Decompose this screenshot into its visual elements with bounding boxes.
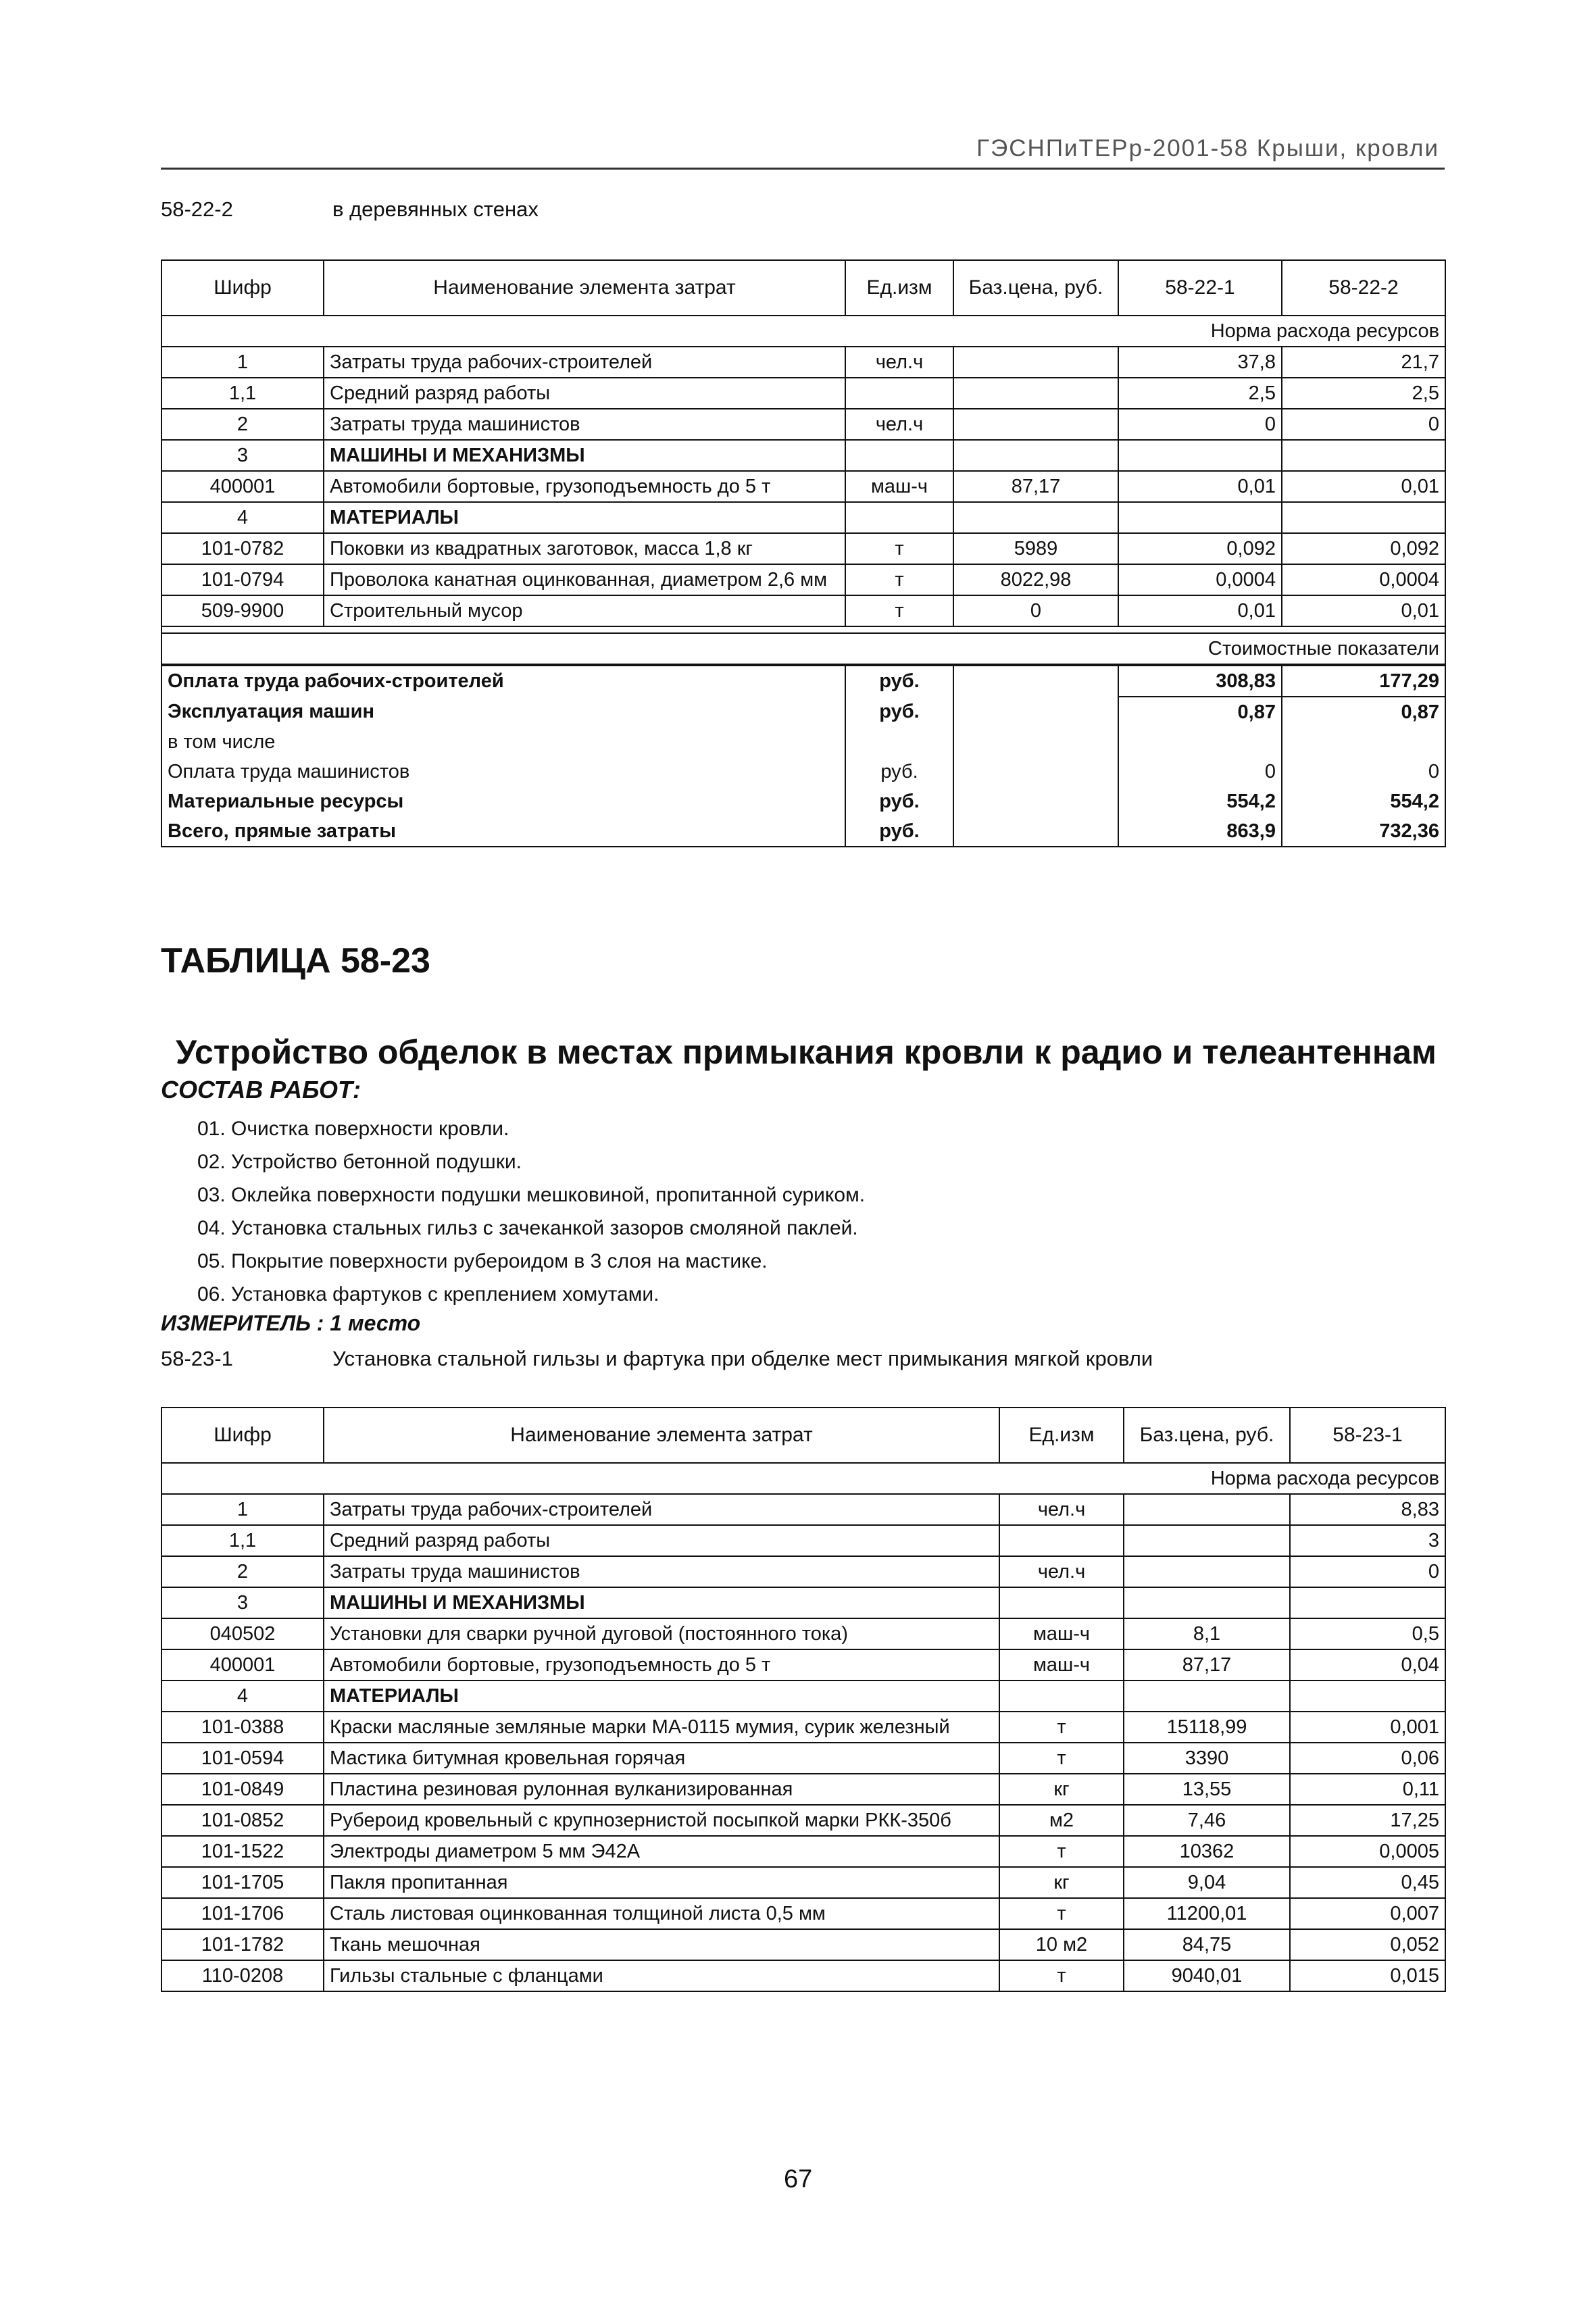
table-subtitle: Устройство обделок в местах примыкания кровли к радио и телеантеннам <box>176 1033 1437 1071</box>
row-code: 1 <box>161 1494 324 1525</box>
row-price: 8022,98 <box>953 564 1118 595</box>
row-unit <box>845 502 953 533</box>
cost-unit <box>845 727 953 757</box>
table-row <box>161 564 1445 595</box>
row-price: 7,46 <box>1124 1805 1290 1836</box>
table-row <box>161 471 1445 502</box>
row-value-1: 0,01 <box>1118 595 1282 626</box>
table-row <box>161 1681 1445 1712</box>
row-price: 84,75 <box>1124 1929 1290 1960</box>
resource-table-58-22 <box>161 259 1446 847</box>
header-rule <box>161 168 1445 170</box>
row-value-1: 0,11 <box>1290 1774 1445 1805</box>
cost-title-row <box>161 633 1445 665</box>
section-code: 58-22-2 <box>161 197 233 221</box>
col-header-norm-2: 58-22-2 <box>1282 260 1445 316</box>
row-code: 1,1 <box>161 1525 324 1556</box>
row-unit <box>999 1587 1124 1618</box>
row-price: 10362 <box>1124 1836 1290 1867</box>
row-name: Средний разряд работы <box>324 378 845 409</box>
row-value-2: 0,0004 <box>1282 564 1445 595</box>
row-price: 9,04 <box>1124 1867 1290 1898</box>
row-value-2: 21,7 <box>1282 347 1445 378</box>
row-value-1 <box>1290 1587 1445 1618</box>
row-code: 101-1782 <box>161 1929 324 1960</box>
cost-row <box>161 816 1445 847</box>
table-row <box>161 409 1445 440</box>
row-value-2: 0,01 <box>1282 595 1445 626</box>
row-value-1: 0,092 <box>1118 533 1282 564</box>
row-price: 11200,01 <box>1124 1898 1290 1929</box>
row-code: 509-9900 <box>161 595 324 626</box>
table-row <box>161 1867 1445 1898</box>
row-value-1: 0,5 <box>1290 1618 1445 1649</box>
row-name: Средний разряд работы <box>324 1525 999 1556</box>
row-price: 15118,99 <box>1124 1712 1290 1743</box>
row-code: 1,1 <box>161 378 324 409</box>
row-name: МАШИНЫ И МЕХАНИЗМЫ <box>324 1587 999 1618</box>
row-unit: маш-ч <box>845 471 953 502</box>
row-name: Затраты труда рабочих-строителей <box>324 1494 999 1525</box>
row-code: 101-1706 <box>161 1898 324 1929</box>
row-value-2: 0,01 <box>1282 471 1445 502</box>
table-title: ТАБЛИЦА 58-23 <box>161 941 430 980</box>
table-row <box>161 1649 1445 1681</box>
row-unit: т <box>999 1960 1124 1991</box>
cost-value-2: 0 <box>1282 757 1445 787</box>
row-price: 3390 <box>1124 1743 1290 1774</box>
row-unit: т <box>999 1743 1124 1774</box>
row-name: Пакля пропитанная <box>324 1867 999 1898</box>
row-unit: кг <box>999 1867 1124 1898</box>
row-code: 101-1522 <box>161 1836 324 1867</box>
row-value-1: 0,015 <box>1290 1960 1445 1991</box>
table-header-row <box>161 260 1445 316</box>
section-description: в деревянных стенах <box>332 197 539 221</box>
row-code: 400001 <box>161 1649 324 1681</box>
row-price: 13,55 <box>1124 1774 1290 1805</box>
cost-name: Всего, прямые затраты <box>161 816 845 847</box>
row-name: МАТЕРИАЛЫ <box>324 1681 999 1712</box>
cost-row <box>161 757 1445 787</box>
row-value-1: 0,04 <box>1290 1649 1445 1681</box>
table-row <box>161 502 1445 533</box>
row-name: Затраты труда машинистов <box>324 1556 999 1587</box>
row-value-2: 2,5 <box>1282 378 1445 409</box>
row-price <box>1124 1587 1290 1618</box>
table-row <box>161 1743 1445 1774</box>
row-name: МАШИНЫ И МЕХАНИЗМЫ <box>324 440 845 471</box>
table-row <box>161 1618 1445 1649</box>
table-row <box>161 1774 1445 1805</box>
table-row <box>161 595 1445 626</box>
cost-unit: руб. <box>845 816 953 847</box>
row-code: 2 <box>161 409 324 440</box>
row-name: Сталь листовая оцинкованная толщиной листа 0,5 мм <box>324 1898 999 1929</box>
row-price <box>953 409 1118 440</box>
table-row <box>161 1898 1445 1929</box>
row-unit: т <box>999 1836 1124 1867</box>
row-unit <box>845 440 953 471</box>
row-unit <box>999 1525 1124 1556</box>
work-item: 02. Устройство бетонной подушки. <box>197 1151 522 1173</box>
row-price: 87,17 <box>953 471 1118 502</box>
table-row <box>161 533 1445 564</box>
work-item: 05. Покрытие поверхности рубероидом в 3 слоя на мастике. <box>197 1250 768 1272</box>
row-value-1: 0,01 <box>1118 471 1282 502</box>
norm-title-row <box>161 1463 1445 1494</box>
row-code: 101-0849 <box>161 1774 324 1805</box>
row-value-1: 0,0004 <box>1118 564 1282 595</box>
row-price: 0 <box>953 595 1118 626</box>
row-name: Проволока канатная оцинкованная, диаметром 2,6 мм <box>324 564 845 595</box>
row-value-2: 0 <box>1282 409 1445 440</box>
cost-row <box>161 787 1445 816</box>
resource-table-58-23 <box>161 1407 1446 1992</box>
table-header-row <box>161 1408 1445 1463</box>
work-item: 01. Очистка поверхности кровли. <box>197 1118 509 1140</box>
row-value-1: 0,007 <box>1290 1898 1445 1929</box>
cost-value-1: 863,9 <box>1118 816 1282 847</box>
table-row <box>161 1805 1445 1836</box>
row-code: 101-1705 <box>161 1867 324 1898</box>
norm-title: Норма расхода ресурсов <box>161 1463 1445 1494</box>
row-value-1: 0,001 <box>1290 1712 1445 1743</box>
norm-title: Норма расхода ресурсов <box>161 316 1445 347</box>
row-value-1: 3 <box>1290 1525 1445 1556</box>
spacer-row <box>161 626 1445 633</box>
cost-value-2: 177,29 <box>1282 665 1445 697</box>
table-row <box>161 1556 1445 1587</box>
measurement-unit: ИЗМЕРИТЕЛЬ : 1 место <box>161 1311 421 1335</box>
row-code: 3 <box>161 440 324 471</box>
row-unit: т <box>845 595 953 626</box>
row-value-2 <box>1282 502 1445 533</box>
cost-unit: руб. <box>845 757 953 787</box>
cost-name: Материальные ресурсы <box>161 787 845 816</box>
row-name: Установки для сварки ручной дуговой (постоянного тока) <box>324 1618 999 1649</box>
row-value-1: 0 <box>1290 1556 1445 1587</box>
cost-value-1 <box>1118 727 1282 757</box>
cost-row <box>161 665 1445 697</box>
row-value-2: 0,092 <box>1282 533 1445 564</box>
row-value-1 <box>1290 1681 1445 1712</box>
cost-row <box>161 727 1445 757</box>
table-row <box>161 1494 1445 1525</box>
row-name: МАТЕРИАЛЫ <box>324 502 845 533</box>
row-price <box>1124 1494 1290 1525</box>
running-header: ГЭСНПиТЕРр-2001-58 Крыши, кровли <box>976 135 1439 161</box>
row-code: 101-0594 <box>161 1743 324 1774</box>
row-name: Ткань мешочная <box>324 1929 999 1960</box>
cost-name: Оплата труда машинистов <box>161 757 845 787</box>
row-price: 8,1 <box>1124 1618 1290 1649</box>
cost-unit: руб. <box>845 787 953 816</box>
row-value-1: 0,052 <box>1290 1929 1445 1960</box>
row-price <box>953 378 1118 409</box>
row-value-1: 0,45 <box>1290 1867 1445 1898</box>
col-header-unit: Ед.изм <box>845 260 953 316</box>
work-item: 04. Установка стальных гильз с зачеканкой зазоров смоляной паклей. <box>197 1217 858 1239</box>
row-unit: м2 <box>999 1805 1124 1836</box>
row-unit: маш-ч <box>999 1649 1124 1681</box>
table-row <box>161 347 1445 378</box>
cost-row <box>161 697 1445 727</box>
cost-value-2 <box>1282 727 1445 757</box>
row-code: 110-0208 <box>161 1960 324 1991</box>
table-row <box>161 1836 1445 1867</box>
cost-value-1: 308,83 <box>1118 665 1282 697</box>
row-code: 4 <box>161 1681 324 1712</box>
row-name: Электроды диаметром 5 мм Э42А <box>324 1836 999 1867</box>
table-row <box>161 378 1445 409</box>
row-name: Гильзы стальные с фланцами <box>324 1960 999 1991</box>
row-name: Затраты труда рабочих-строителей <box>324 347 845 378</box>
col-header-norm-1: 58-22-1 <box>1118 260 1282 316</box>
row-unit: 10 м2 <box>999 1929 1124 1960</box>
row-name: Затраты труда машинистов <box>324 409 845 440</box>
row-code: 3 <box>161 1587 324 1618</box>
row-unit: т <box>999 1712 1124 1743</box>
row-value-1: 0,06 <box>1290 1743 1445 1774</box>
col-header-price: Баз.цена, руб. <box>1124 1408 1290 1463</box>
table-row <box>161 1712 1445 1743</box>
row-unit <box>999 1681 1124 1712</box>
norm-title-row <box>161 316 1445 347</box>
row-name: Мастика битумная кровельная горячая <box>324 1743 999 1774</box>
row-value-2 <box>1282 440 1445 471</box>
row-price <box>1124 1681 1290 1712</box>
cost-value-2: 732,36 <box>1282 816 1445 847</box>
cost-unit: руб. <box>845 665 953 697</box>
row-price <box>953 502 1118 533</box>
works-heading: СОСТАВ РАБОТ: <box>161 1076 361 1103</box>
row-unit: маш-ч <box>999 1618 1124 1649</box>
row-price <box>1124 1556 1290 1587</box>
row-code: 040502 <box>161 1618 324 1649</box>
col-header-code: Шифр <box>161 260 324 316</box>
row-code: 1 <box>161 347 324 378</box>
cost-value-1: 554,2 <box>1118 787 1282 816</box>
row-unit: т <box>845 533 953 564</box>
row-value-1 <box>1118 502 1282 533</box>
row-unit: т <box>999 1898 1124 1929</box>
row-price <box>953 347 1118 378</box>
row-name: Строительный мусор <box>324 595 845 626</box>
row-price: 5989 <box>953 533 1118 564</box>
row-code: 4 <box>161 502 324 533</box>
table-row <box>161 1525 1445 1556</box>
row-unit: чел.ч <box>999 1556 1124 1587</box>
table-row <box>161 1587 1445 1618</box>
row-value-1: 2,5 <box>1118 378 1282 409</box>
row-unit <box>845 378 953 409</box>
row-unit: чел.ч <box>845 347 953 378</box>
col-header-name: Наименование элемента затрат <box>324 1408 999 1463</box>
col-header-code: Шифр <box>161 1408 324 1463</box>
row-price: 9040,01 <box>1124 1960 1290 1991</box>
row-code: 2 <box>161 1556 324 1587</box>
cost-name: Оплата труда рабочих-строителей <box>161 665 845 697</box>
section-description: Установка стальной гильзы и фартука при обделке мест примыкания мягкой кровли <box>332 1347 1153 1370</box>
table-row <box>161 1929 1445 1960</box>
col-header-norm-1: 58-23-1 <box>1290 1408 1445 1463</box>
row-value-1: 37,8 <box>1118 347 1282 378</box>
work-item: 06. Установка фартуков с креплением хомутами. <box>197 1283 659 1305</box>
cost-value-1: 0,87 <box>1118 697 1282 727</box>
table-row <box>161 1960 1445 1991</box>
col-header-unit: Ед.изм <box>999 1408 1124 1463</box>
row-value-1: 8,83 <box>1290 1494 1445 1525</box>
row-code: 101-0782 <box>161 533 324 564</box>
work-item: 03. Оклейка поверхности подушки мешковиной, пропитанной суриком. <box>197 1184 866 1206</box>
row-value-1: 17,25 <box>1290 1805 1445 1836</box>
row-value-1: 0,0005 <box>1290 1836 1445 1867</box>
row-name: Автомобили бортовые, грузоподъемность до 5 т <box>324 471 845 502</box>
row-unit: чел.ч <box>845 409 953 440</box>
row-name: Рубероид кровельный с крупнозернистой посыпкой марки РКК-350б <box>324 1805 999 1836</box>
row-value-1 <box>1118 440 1282 471</box>
col-header-name: Наименование элемента затрат <box>324 260 845 316</box>
row-price <box>1124 1525 1290 1556</box>
cost-unit: руб. <box>845 697 953 727</box>
row-code: 101-0388 <box>161 1712 324 1743</box>
cost-title: Стоимостные показатели <box>161 633 1445 665</box>
cost-value-1: 0 <box>1118 757 1282 787</box>
section-code: 58-23-1 <box>161 1347 233 1370</box>
cost-name: Эксплуатация машин <box>161 697 845 727</box>
row-code: 400001 <box>161 471 324 502</box>
row-name: Пластина резиновая рулонная вулканизированная <box>324 1774 999 1805</box>
row-value-1: 0 <box>1118 409 1282 440</box>
cost-value-2: 554,2 <box>1282 787 1445 816</box>
row-code: 101-0852 <box>161 1805 324 1836</box>
row-unit: кг <box>999 1774 1124 1805</box>
page-number: 67 <box>784 2165 813 2193</box>
row-price <box>953 440 1118 471</box>
cost-value-2: 0,87 <box>1282 697 1445 727</box>
row-price: 87,17 <box>1124 1649 1290 1681</box>
cost-name: в том числе <box>161 727 845 757</box>
row-unit: т <box>845 564 953 595</box>
col-header-price: Баз.цена, руб. <box>953 260 1118 316</box>
row-unit: чел.ч <box>999 1494 1124 1525</box>
table-row <box>161 440 1445 471</box>
row-name: Поковки из квадратных заготовок, масса 1,8 кг <box>324 533 845 564</box>
row-code: 101-0794 <box>161 564 324 595</box>
row-name: Автомобили бортовые, грузоподъемность до 5 т <box>324 1649 999 1681</box>
row-name: Краски масляные земляные марки МА-0115 мумия, сурик железный <box>324 1712 999 1743</box>
